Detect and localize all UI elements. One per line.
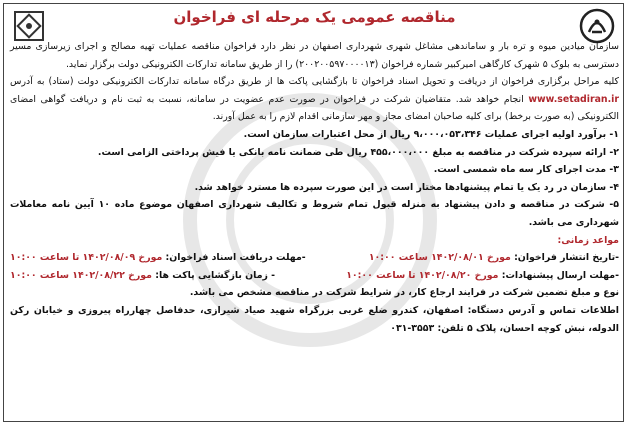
registration-text: انجام خواهد شد. متقاضیان شرکت در فراخوان در صورت عدم عضویت در سامانه، نسبت به ثبت نام و دریافت گواهی امضای الکترونیکی (به صورت برخط) برای کلیه صاحبان امضای مجاز و مهر سازمانی اقدام لازم را به عمل آورند. xyxy=(10,93,619,123)
guarantee-note: نوع و مبلغ تضمین شرکت در فرایند ارجاع کار، در شرایط شرکت در مناقصه مشخص می باشد. xyxy=(189,287,619,299)
deadline-row xyxy=(10,267,619,285)
item-deposit: ۲- ارائه سپرده شرکت در مناقصه به مبلغ ۴۵۵،۰۰۰،۰۰۰ ریال طی ضمانت نامه بانکی یا فیش پرداختی الزامی است. xyxy=(97,146,619,158)
item-rejection-right: ۴- سازمان در رد یک یا تمام پیشنهادها مختار است در این صورت سپرده ها مسترد خواهد شد. xyxy=(194,181,619,193)
deadline-submission: -مهلت ارسال پیشنهادات: مورخ ۱۴۰۲/۰۸/۲۰ تا ساعت ۱۰:۰۰ xyxy=(346,269,619,281)
deadlines-heading: مواعد زمانی: xyxy=(557,234,619,246)
setad-website-link[interactable]: www.setadiran.ir xyxy=(528,93,619,105)
notice-title: مناقصه عمومی یک مرحله ای فراخوان xyxy=(173,8,456,26)
deadline-documents: -مهلت دریافت اسناد فراخوان: مورخ ۱۴۰۲/۰۸/۰۹ تا ساعت ۱۰:۰۰ xyxy=(10,252,306,264)
process-paragraph xyxy=(10,73,619,126)
contact-info: اطلاعات تماس و آدرس دستگاه: اصفهان، کندرو ضلع غربی بزرگراه شهید صیاد شیرازی، حدفاصل چهارراه پیروزی و خیابان رکن الدوله، نبش کوچه احسان، پلاک ۵ تلفن: ۳۵۵۳-۰۳۱ xyxy=(10,304,619,334)
process-text: کلیه مراحل برگزاری فراخوان از دریافت و تحویل اسناد فراخوان تا بازگشایی پاکت ها از طریق درگاه سامانه تدارکات الکترونیکی دولت (ستاد) به آدرس xyxy=(10,76,619,88)
item-estimate: ۱- برآورد اولیه اجرای عملیات ۹،۰۰۰،۰۵۳،۳۴۶ ریال از محل اعتبارات سازمان است. xyxy=(243,128,619,140)
item-duration: ۳- مدت اجرای کار سه ماه شمسی است. xyxy=(433,164,619,176)
item-acceptance-terms: ۵- شرکت در مناقصه و دادن پیشنهاد به منزله قبول تمام شروط و تکالیف شهرداری اصفهان موضوع ماده ۱۰ آیین نامه معاملات شهرداری می باشد. xyxy=(10,199,619,228)
intro-paragraph: سازمان میادین میوه و تره بار و ساماندهی مشاغل شهری شهرداری اصفهان در نظر دارد فراخوان مناقصه عملیات تهیه مصالح و اجرای زیرسازی مسیر دسترسی به بلوک ۵ شهرک کارگاهی امیرکبیر شماره فراخوان (۲۰۰۲۰۰۵۹۷۰۰۰۰۱۳) را از طریق سامانه تدارکات الکترونیکی دولت برگزار نماید. xyxy=(10,41,619,70)
deadline-opening: - زمان بازگشایی پاکت ها: مورخ ۱۴۰۲/۰۸/۲۲ ساعت ۱۰:۰۰ xyxy=(10,269,276,281)
notice-body xyxy=(10,38,619,337)
deadline-publish: -تاریخ انتشار فراخوان: مورخ ۱۴۰۲/۰۸/۰۱ ساعت ۱۰:۰۰ xyxy=(368,252,619,264)
deadline-row xyxy=(10,249,619,267)
